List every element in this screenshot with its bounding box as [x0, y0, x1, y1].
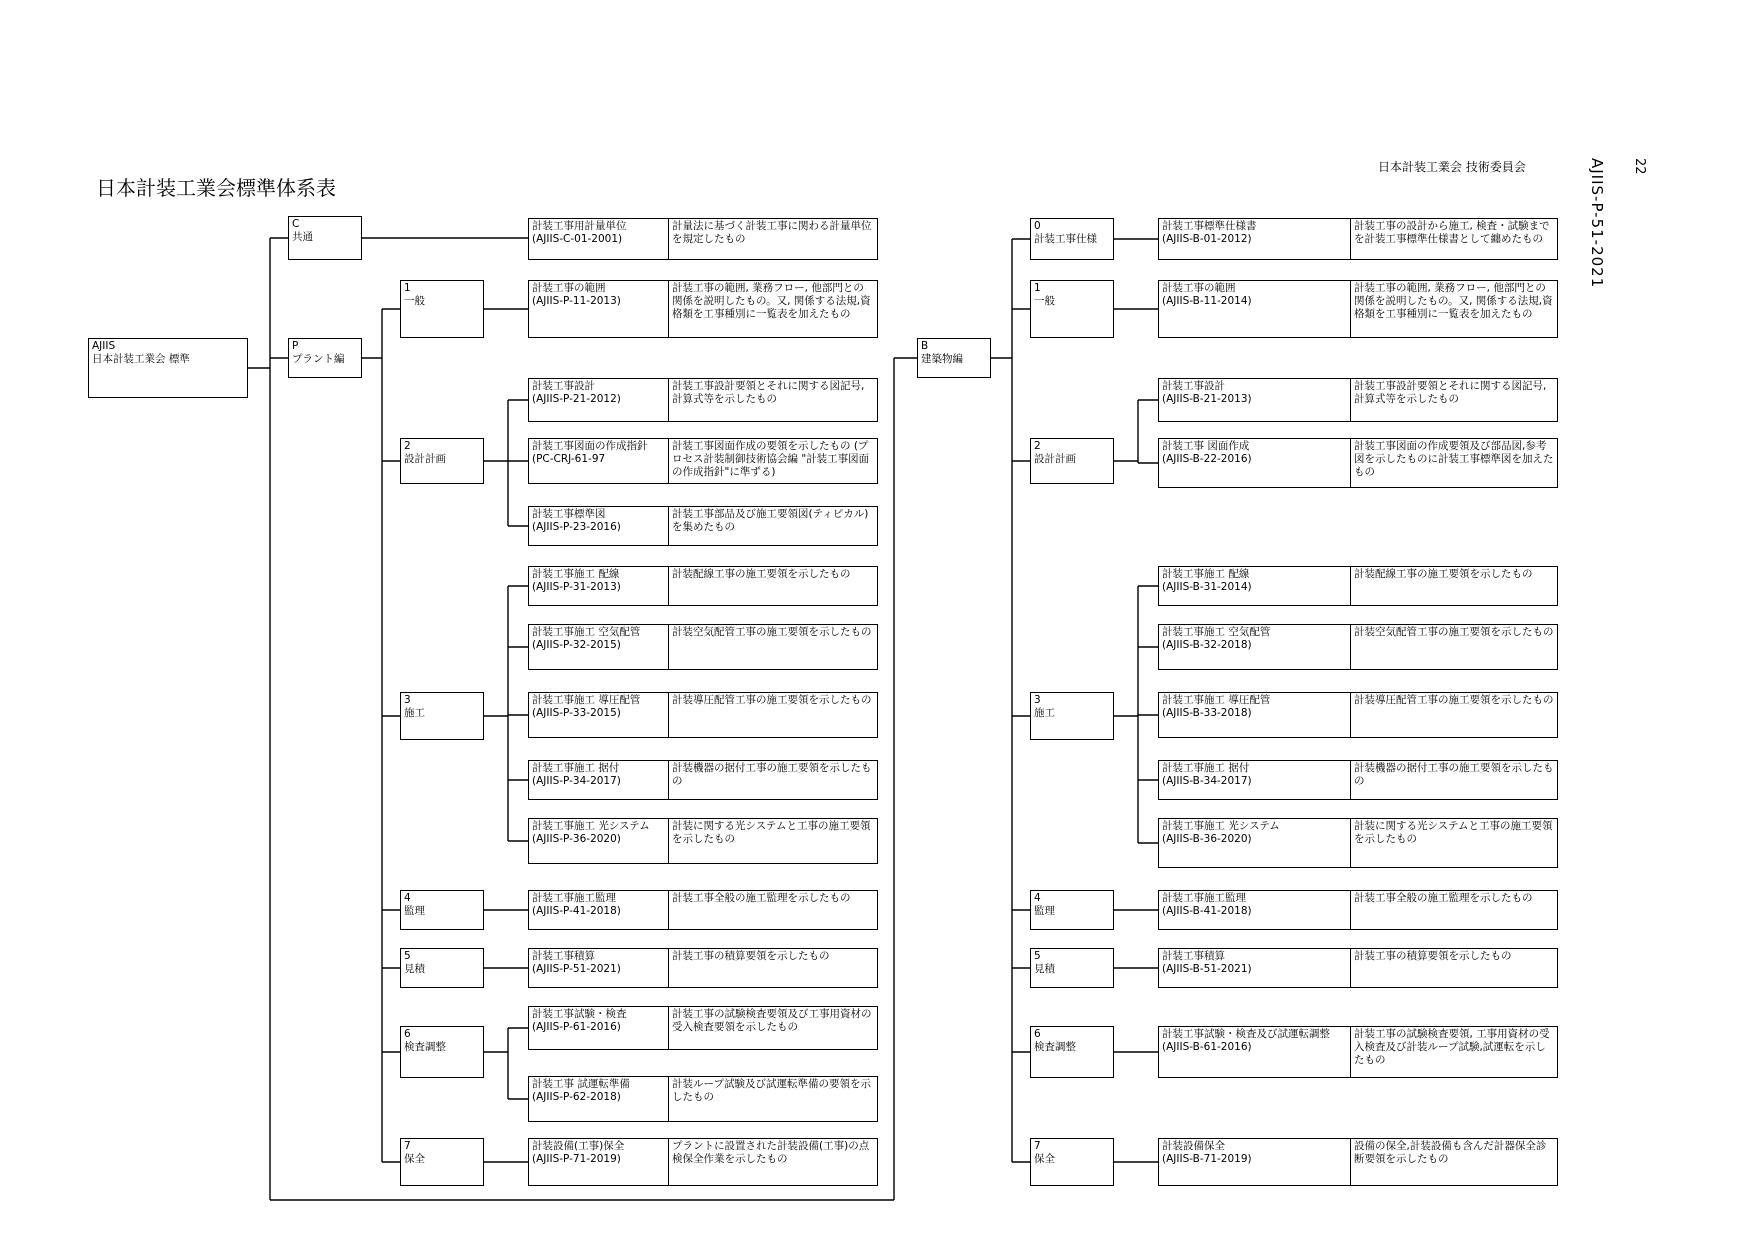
doc-code: (AJIIS-B-01-2012)	[1162, 233, 1252, 245]
plant-doc-3-1-description-cell	[669, 567, 877, 605]
plant-group-6-code: 6	[404, 1028, 411, 1040]
plant-doc-3-1	[528, 566, 878, 606]
plant-doc-2-3-id-cell	[529, 507, 669, 545]
doc-description: 計装工事の範囲, 業務フロー, 他部門との関係を説明したもの。又, 関係する法規,資格類を工事種別に一覧表を加えたもの	[1354, 282, 1553, 320]
plant-group-1	[400, 280, 484, 338]
doc-title: 計装工事積算	[1162, 950, 1225, 962]
plant-doc-3-4	[528, 760, 878, 800]
building-doc-2-2-description-cell	[1351, 439, 1557, 487]
plant-doc-2-2-id-cell	[529, 439, 669, 483]
building-group-7-code: 7	[1034, 1140, 1041, 1152]
building-group-7	[1030, 1138, 1114, 1186]
building-doc-3-2	[1158, 624, 1558, 670]
doc-title: 計装設備(工事)保全	[532, 1140, 625, 1152]
plant-doc-7-1-id-cell	[529, 1139, 669, 1185]
doc-title: 計装工事施工 空気配管	[1162, 626, 1271, 638]
root-node-code: AJIIS	[92, 340, 116, 352]
building-doc-3-2-id-cell	[1159, 625, 1351, 669]
plant-doc-3-5	[528, 818, 878, 864]
plant-doc-3-4-description-cell	[669, 761, 877, 799]
doc-title: 計装工事施工 配線	[532, 568, 620, 580]
doc-code: (AJIIS-P-23-2016)	[532, 521, 621, 533]
building-doc-2-2-id-cell	[1159, 439, 1351, 487]
building-doc-5-1-id-cell	[1159, 949, 1351, 987]
doc-title: 計装工事積算	[532, 950, 595, 962]
doc-title: 計装工事試験・検査	[532, 1008, 627, 1020]
doc-code: (AJIIS-B-71-2019)	[1162, 1153, 1252, 1165]
category-plant-code: P	[292, 340, 299, 352]
doc-description: 計装工事の試験検査要領, 工事用資材の受入検査及び計装ループ試験,試運転を示したもの	[1354, 1028, 1550, 1066]
plant-doc-6-1-id-cell	[529, 1007, 669, 1049]
doc-description: 計装工事図面の作成要領及び部品図,参考図を示したものに計装工事標準図を加えたもの	[1354, 440, 1554, 478]
doc-title: 計装工事設計	[532, 380, 595, 392]
plant-group-3-code: 3	[404, 694, 411, 706]
building-doc-1-1	[1158, 280, 1558, 338]
doc-description: 計装工事全般の施工監理を示したもの	[672, 892, 851, 904]
building-group-0-code: 0	[1034, 220, 1041, 232]
doc-description: 計装導圧配管工事の施工要領を示したもの	[672, 694, 872, 706]
building-doc-3-4	[1158, 760, 1558, 800]
doc-description: 計装工事設計要領とそれに関する図記号,計算式等を示したもの	[672, 380, 865, 405]
doc-code: (PC-CRJ-61-97	[532, 453, 606, 465]
doc-description: 計装ループ試験及び試運転準備の要領を示したもの	[672, 1078, 871, 1103]
building-doc-4-1-description-cell	[1351, 891, 1557, 929]
plant-doc-3-3	[528, 692, 878, 738]
doc-description: 設備の保全,計装設備も含んだ計器保全診断要領を示したもの	[1354, 1140, 1547, 1165]
plant-doc-2-2-description-cell	[669, 439, 877, 483]
building-doc-5-1	[1158, 948, 1558, 988]
plant-doc-4-1-id-cell	[529, 891, 669, 929]
building-doc-7-1	[1158, 1138, 1558, 1186]
plant-doc-5-1	[528, 948, 878, 988]
plant-group-7-label: 保全	[404, 1153, 425, 1165]
doc-description: 計装空気配管工事の施工要領を示したもの	[672, 626, 872, 638]
building-group-1-label: 一般	[1034, 295, 1055, 307]
category-common	[288, 216, 362, 260]
plant-group-2-label: 設計計画	[404, 453, 446, 465]
building-group-4-label: 監理	[1034, 905, 1055, 917]
building-doc-2-1-description-cell	[1351, 379, 1557, 421]
building-doc-3-4-id-cell	[1159, 761, 1351, 799]
plant-doc-2-3-description-cell	[669, 507, 877, 545]
doc-title: 計装工事試験・検査及び試運転調整	[1162, 1028, 1330, 1040]
page-title: 日本計装工業会標準体系表	[96, 176, 336, 200]
plant-doc-4-1	[528, 890, 878, 930]
plant-doc-3-5-id-cell	[529, 819, 669, 863]
building-group-5-label: 見積	[1034, 963, 1055, 975]
plant-group-7-code: 7	[404, 1140, 411, 1152]
building-group-4-code: 4	[1034, 892, 1041, 904]
doc-description: 計装工事設計要領とそれに関する図記号, 計算式等を示したもの	[1354, 380, 1547, 405]
building-group-6-code: 6	[1034, 1028, 1041, 1040]
plant-doc-2-2	[528, 438, 878, 484]
building-doc-3-1-description-cell	[1351, 567, 1557, 605]
plant-doc-1-1	[528, 280, 878, 338]
root-node-label: 日本計装工業会 標準	[92, 353, 190, 365]
doc-code: (AJIIS-P-62-2018)	[532, 1091, 621, 1103]
doc-description: 計装に関する光システムと工事の施工要領を示したもの	[1354, 820, 1553, 845]
plant-doc-2-1-id-cell	[529, 379, 669, 421]
page-number: 22	[1632, 158, 1647, 175]
category-plant-label: プラント編	[292, 353, 345, 365]
building-doc-0-1-description-cell	[1351, 219, 1557, 259]
doc-title: 計装工事標準仕様書	[1162, 220, 1257, 232]
doc-code: (AJIIS-P-34-2017)	[532, 775, 621, 787]
doc-description: 計装導圧配管工事の施工要領を示したもの	[1354, 694, 1554, 706]
building-doc-6-1-description-cell	[1351, 1027, 1557, 1077]
category-building	[917, 338, 991, 378]
building-doc-6-1-id-cell	[1159, 1027, 1351, 1077]
doc-code: (AJIIS-P-11-2013)	[532, 295, 621, 307]
plant-doc-2-1	[528, 378, 878, 422]
plant-doc-6-2-id-cell	[529, 1077, 669, 1121]
plant-group-6	[400, 1026, 484, 1078]
doc-code: (AJIIS-B-36-2020)	[1162, 833, 1252, 845]
doc-title: 計装工事施工 導圧配管	[1162, 694, 1271, 706]
building-doc-4-1	[1158, 890, 1558, 930]
plant-doc-6-2	[528, 1076, 878, 1122]
building-group-0-label: 計装工事仕様	[1034, 233, 1097, 245]
doc-description: 計装に関する光システムと工事の施工要領を示したもの	[672, 820, 871, 845]
doc-title: 計装工事施工監理	[532, 892, 616, 904]
doc-title: 計装工事施工 光システム	[1162, 820, 1280, 832]
plant-doc-6-2-description-cell	[669, 1077, 877, 1121]
building-group-0	[1030, 218, 1114, 260]
doc-code: (AJIIS-B-31-2014)	[1162, 581, 1252, 593]
category-common-label: 共通	[292, 231, 313, 243]
plant-group-2-code: 2	[404, 440, 411, 452]
doc-code: (AJIIS-B-41-2018)	[1162, 905, 1252, 917]
doc-code: (AJIIS-P-32-2015)	[532, 639, 621, 651]
doc-code: (AJIIS-P-71-2019)	[532, 1153, 621, 1165]
plant-doc-3-4-id-cell	[529, 761, 669, 799]
building-group-5-code: 5	[1034, 950, 1041, 962]
plant-doc-5-1-description-cell	[669, 949, 877, 987]
plant-doc-3-2-id-cell	[529, 625, 669, 669]
doc-code: (AJIIS-P-33-2015)	[532, 707, 621, 719]
building-group-3-label: 施工	[1034, 707, 1055, 719]
plant-group-5-code: 5	[404, 950, 411, 962]
category-building-code: B	[921, 340, 929, 352]
doc-description: 計装工事の積算要領を示したもの	[1354, 950, 1512, 962]
plant-doc-1-1-id-cell	[529, 281, 669, 337]
building-group-4	[1030, 890, 1114, 930]
plant-group-3	[400, 692, 484, 740]
plant-doc-2-1-description-cell	[669, 379, 877, 421]
plant-doc-6-1-description-cell	[669, 1007, 877, 1049]
doc-code: (AJIIS-B-21-2013)	[1162, 393, 1252, 405]
building-doc-2-1-id-cell	[1159, 379, 1351, 421]
doc-code: (AJIIS-B-22-2016)	[1162, 453, 1252, 465]
doc-code: (AJIIS-P-61-2016)	[532, 1021, 621, 1033]
plant-group-1-code: 1	[404, 282, 411, 294]
building-group-7-label: 保全	[1034, 1153, 1055, 1165]
doc-title: 計装工事の範囲	[532, 282, 606, 294]
doc-description: 計装配線工事の施工要領を示したもの	[1354, 568, 1533, 580]
doc-code: (AJIIS-B-11-2014)	[1162, 295, 1252, 307]
plant-group-4-code: 4	[404, 892, 411, 904]
doc-description: 計装工事の積算要領を示したもの	[672, 950, 830, 962]
building-doc-3-3-description-cell	[1351, 693, 1557, 737]
building-doc-0-1-id-cell	[1159, 219, 1351, 259]
doc-common-01-description-cell	[669, 219, 877, 259]
doc-title: 計装工事施工 空気配管	[532, 626, 641, 638]
doc-code: (AJIIS-B-33-2018)	[1162, 707, 1252, 719]
committee-label: 日本計装工業会 技術委員会	[1378, 160, 1526, 174]
doc-title: 計装設備保全	[1162, 1140, 1225, 1152]
doc-description: プラントに設置された計装設備(工事)の点検保全作業を示したもの	[672, 1140, 870, 1165]
building-group-2-code: 2	[1034, 440, 1041, 452]
plant-group-6-label: 検査調整	[404, 1041, 446, 1053]
doc-code: (AJIIS-C-01-2001)	[532, 233, 623, 245]
plant-doc-3-2-description-cell	[669, 625, 877, 669]
doc-description: 計装配線工事の施工要領を示したもの	[672, 568, 851, 580]
doc-title: 計装工事用計量単位	[532, 220, 627, 232]
doc-common-01-id-cell	[529, 219, 669, 259]
building-group-1	[1030, 280, 1114, 338]
building-doc-5-1-description-cell	[1351, 949, 1557, 987]
doc-title: 計装工事施工 据付	[532, 762, 620, 774]
plant-doc-2-3	[528, 506, 878, 546]
doc-title: 計装工事施工 光システム	[532, 820, 650, 832]
plant-group-1-label: 一般	[404, 295, 425, 307]
plant-doc-3-3-description-cell	[669, 693, 877, 737]
building-doc-3-5-description-cell	[1351, 819, 1557, 867]
doc-code: (AJIIS-P-51-2021)	[532, 963, 621, 975]
doc-code: (AJIIS-P-21-2012)	[532, 393, 621, 405]
doc-code: (AJIIS-P-41-2018)	[532, 905, 621, 917]
doc-description: 計装工事の設計から施工, 検査・試験までを計装工事標準仕様書として纏めたもの	[1354, 220, 1550, 245]
building-doc-2-1	[1158, 378, 1558, 422]
building-group-6	[1030, 1026, 1114, 1078]
plant-doc-6-1	[528, 1006, 878, 1050]
doc-description: 計装機器の据付工事の施工要領を示したもの	[672, 762, 872, 787]
doc-title: 計装工事の範囲	[1162, 282, 1236, 294]
doc-title: 計装工事施工 導圧配管	[532, 694, 641, 706]
building-group-2-label: 設計計画	[1034, 453, 1076, 465]
doc-description: 計装機器の据付工事の施工要領を示したもの	[1354, 762, 1554, 787]
document-id: AJIIS-P-51-2021	[1588, 158, 1606, 289]
doc-title: 計装工事標準図	[532, 508, 606, 520]
doc-code: (AJIIS-P-36-2020)	[532, 833, 621, 845]
plant-doc-4-1-description-cell	[669, 891, 877, 929]
doc-title: 計装工事施工 据付	[1162, 762, 1250, 774]
building-doc-3-3-id-cell	[1159, 693, 1351, 737]
plant-doc-3-3-id-cell	[529, 693, 669, 737]
building-doc-3-1	[1158, 566, 1558, 606]
building-doc-3-5	[1158, 818, 1558, 868]
plant-group-5-label: 見積	[404, 963, 425, 975]
building-doc-3-1-id-cell	[1159, 567, 1351, 605]
doc-description: 計装工事の試験検査要領及び工事用資材の受入検査要領を示したもの	[672, 1008, 872, 1033]
building-doc-0-1	[1158, 218, 1558, 260]
doc-title: 計装工事設計	[1162, 380, 1225, 392]
building-doc-7-1-description-cell	[1351, 1139, 1557, 1185]
building-doc-6-1	[1158, 1026, 1558, 1078]
doc-description: 計装工事図面作成の要領を示したもの (プロセス計装制御技術協会編 "計装工事図面の作成指針"に準ずる)	[672, 440, 870, 478]
plant-doc-1-1-description-cell	[669, 281, 877, 337]
building-group-1-code: 1	[1034, 282, 1041, 294]
plant-group-4	[400, 890, 484, 930]
doc-description: 計装工事の範囲, 業務フロー, 他部門との関係を説明したもの。又, 関係する法規,資格類を工事種別に一覧表を加えたもの	[672, 282, 871, 320]
plant-group-3-label: 施工	[404, 707, 425, 719]
doc-title: 計装工事図面の作成指針	[532, 440, 648, 452]
doc-title: 計装工事 図面作成	[1162, 440, 1250, 452]
doc-description: 計量法に基づく計装工事に関わる計量単位を規定したもの	[672, 220, 872, 245]
building-doc-3-4-description-cell	[1351, 761, 1557, 799]
doc-description: 計装工事全般の施工監理を示したもの	[1354, 892, 1533, 904]
plant-doc-7-1	[528, 1138, 878, 1186]
plant-doc-3-5-description-cell	[669, 819, 877, 863]
building-doc-4-1-id-cell	[1159, 891, 1351, 929]
building-doc-1-1-id-cell	[1159, 281, 1351, 337]
plant-group-5	[400, 948, 484, 988]
plant-doc-7-1-description-cell	[669, 1139, 877, 1185]
building-group-6-label: 検査調整	[1034, 1041, 1076, 1053]
doc-code: (AJIIS-B-61-2016)	[1162, 1041, 1252, 1053]
plant-group-2	[400, 438, 484, 484]
category-common-code: C	[292, 218, 300, 230]
category-building-label: 建築物編	[921, 353, 963, 365]
building-doc-7-1-id-cell	[1159, 1139, 1351, 1185]
doc-title: 計装工事 試運転準備	[532, 1078, 630, 1090]
plant-doc-3-2	[528, 624, 878, 670]
doc-title: 計装工事施工 配線	[1162, 568, 1250, 580]
building-doc-3-2-description-cell	[1351, 625, 1557, 669]
root-node	[88, 338, 248, 398]
building-group-3-code: 3	[1034, 694, 1041, 706]
doc-code: (AJIIS-B-51-2021)	[1162, 963, 1252, 975]
building-doc-1-1-description-cell	[1351, 281, 1557, 337]
doc-code: (AJIIS-P-31-2013)	[532, 581, 621, 593]
building-group-3	[1030, 692, 1114, 740]
doc-common-01	[528, 218, 878, 260]
doc-code: (AJIIS-B-34-2017)	[1162, 775, 1252, 787]
category-plant	[288, 338, 362, 378]
plant-group-4-label: 監理	[404, 905, 425, 917]
building-doc-3-3	[1158, 692, 1558, 738]
doc-code: (AJIIS-B-32-2018)	[1162, 639, 1252, 651]
building-doc-2-2	[1158, 438, 1558, 488]
plant-doc-3-1-id-cell	[529, 567, 669, 605]
plant-doc-5-1-id-cell	[529, 949, 669, 987]
doc-description: 計装工事部品及び施工要領図(ティピカル)を集めたもの	[672, 508, 869, 533]
building-group-5	[1030, 948, 1114, 988]
doc-description: 計装空気配管工事の施工要領を示したもの	[1354, 626, 1554, 638]
doc-title: 計装工事施工監理	[1162, 892, 1246, 904]
building-doc-3-5-id-cell	[1159, 819, 1351, 867]
plant-group-7	[400, 1138, 484, 1186]
building-group-2	[1030, 438, 1114, 484]
